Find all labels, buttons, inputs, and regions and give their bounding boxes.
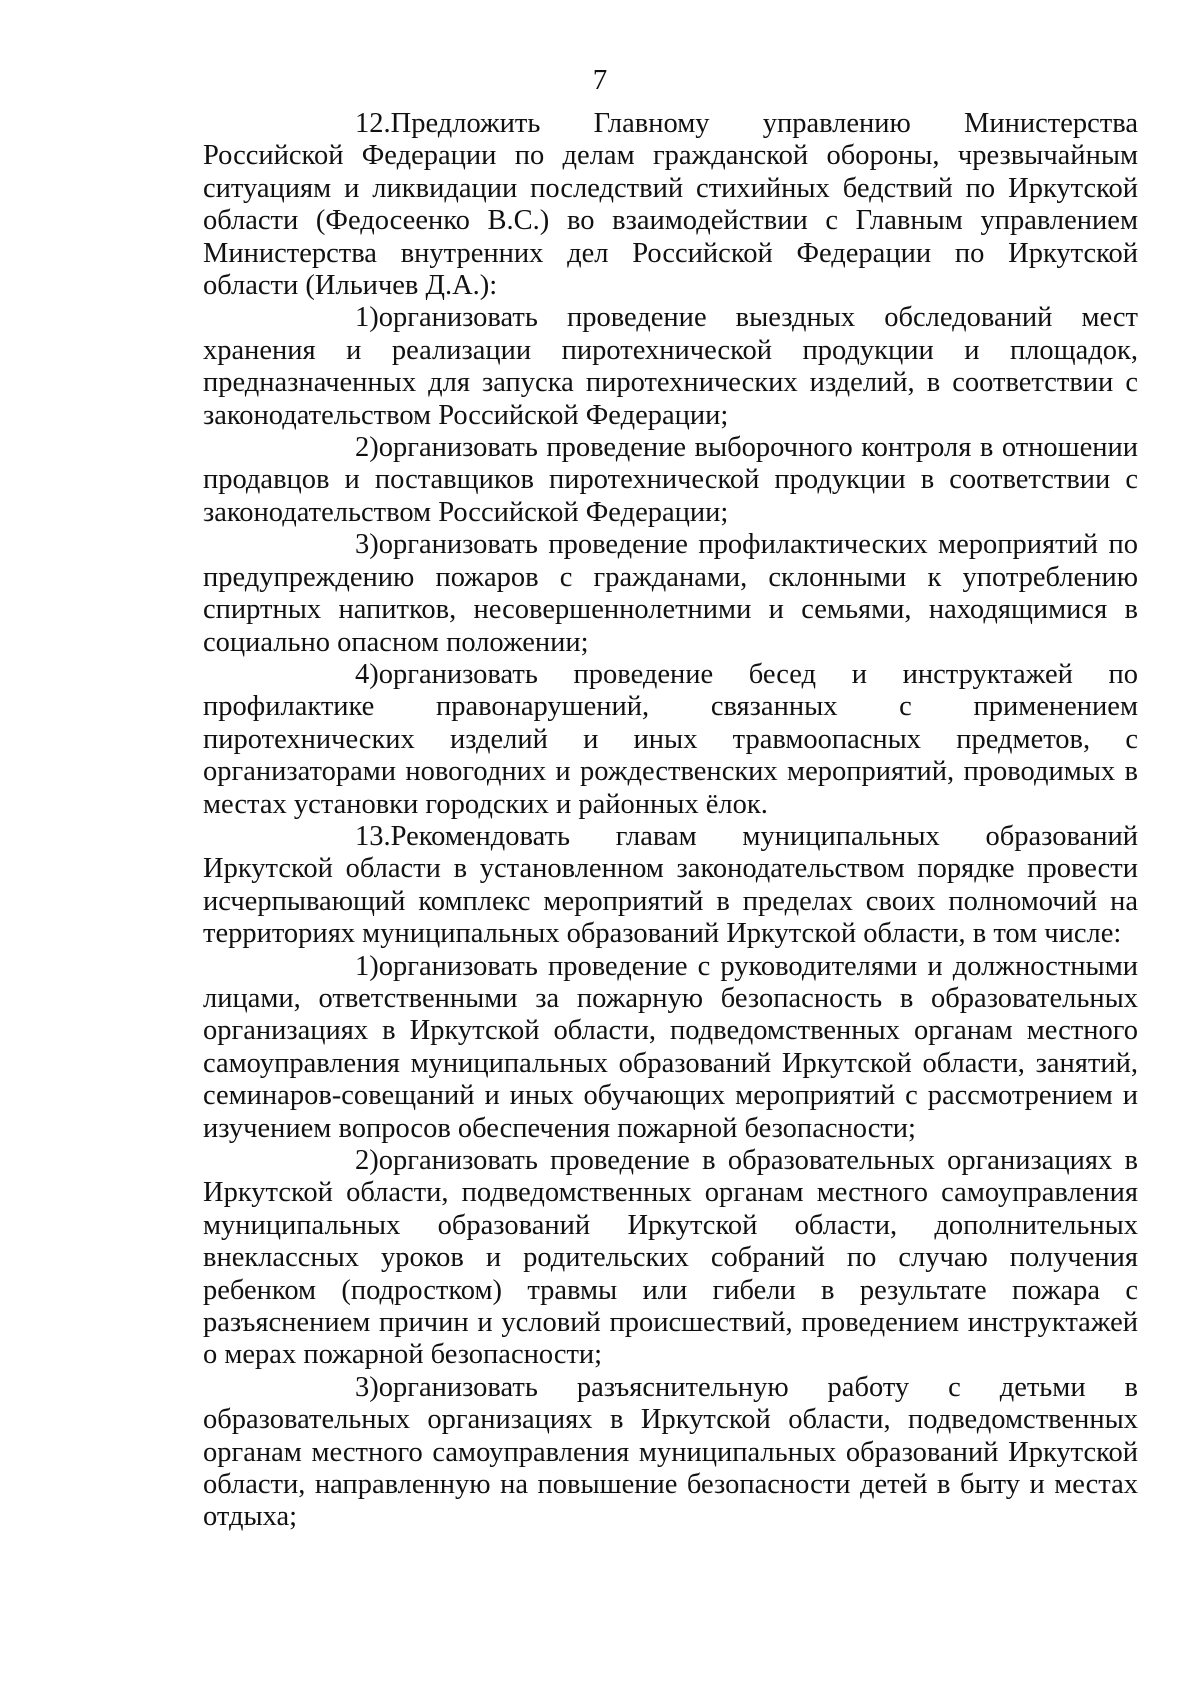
paragraph-13-3 <box>203 1372 1138 1534</box>
paragraph-text: Рекомендовать главам муниципальных образований Иркутской области в установленном законодательством порядке провести исчерпывающий комплекс мероприятий в пределах своих полномочий на территориях муниципальных образований Иркутской области, в том числе: <box>203 820 1138 950</box>
paragraph-text: организовать проведение в образовательных организациях в Иркутской области, подведомственных органам местного самоуправления муниципальных образований Иркутской области, дополнительных внеклассных уроков и родительских собраний по случаю получения ребенком (подростком) травмы или гибели в результате пожара с разъяснением причин и условий происшествий, проведением инструктажей о мерах пожарной безопасности; <box>203 1145 1138 1371</box>
paragraph-12-2 <box>203 432 1138 529</box>
item-number: 1) <box>355 950 379 982</box>
paragraph-12-3 <box>203 529 1138 659</box>
paragraph-text: организовать проведение профилактических мероприятий по предупреждению пожаров с гражданами, склонными к употреблению спиртных напитков, несовершеннолетними и семьями, находящимися в социально опасном положении; <box>203 529 1138 658</box>
paragraph-13-1 <box>203 951 1138 1145</box>
item-number: 13. <box>355 820 391 852</box>
page-number: 7 <box>592 64 608 96</box>
paragraph-text: организовать разъяснительную работу с детьми в образовательных организациях в Иркутской области, подведомственных органам местного самоуправления муниципальных образований Иркутской области, направленную на повышение безопасности детей в быту и местах отдыха; <box>203 1371 1138 1533</box>
item-number: 2) <box>355 1145 379 1176</box>
item-number: 1) <box>355 302 379 334</box>
paragraph-12-4 <box>203 659 1138 821</box>
item-number: 4) <box>355 658 379 690</box>
item-number: 3) <box>355 529 379 561</box>
paragraph-text: организовать проведение с руководителями и должностными лицами, ответственными за пожарную безопасность в образовательных организациях в Иркутской области, подведомственных органам местного самоуправления муниципальных образований Иркутской области, занятий, семинаров-совещаний и иных обучающих мероприятий с рассмотрением и изучением вопросов обеспечения пожарной безопасности; <box>203 950 1138 1144</box>
paragraph-text: Предложить Главному управлению Министерства Российской Федерации по делам гражданской обороны, чрезвычайным ситуациям и ликвидации последствий стихийных бедствий по Иркутской области (Федосеенко В.С.) во взаимодействии с Главным управлением Министерства внутренних дел Российской Федерации по Иркутской области (Ильичев Д.А.): <box>203 108 1138 302</box>
paragraph-text: организовать проведение выездных обследований мест хранения и реализации пиротехнической продукции и площадок, предназначенных для запуска пиротехнических изделий, в соответствии с законодательством Российской Федерации; <box>203 302 1138 431</box>
paragraph-12-1 <box>203 302 1138 432</box>
item-number: 3) <box>355 1371 379 1403</box>
paragraph-13-2 <box>203 1145 1138 1372</box>
paragraph-12 <box>203 108 1138 302</box>
document-body <box>203 108 1138 1534</box>
paragraph-13 <box>203 821 1138 951</box>
paragraph-text: организовать проведение выборочного контроля в отношении продавцов и поставщиков пиротехнической продукции в соответствии с законодательством Российской Федерации; <box>203 432 1138 528</box>
item-number: 12. <box>355 108 391 139</box>
paragraph-text: организовать проведение бесед и инструктажей по профилактике правонарушений, связанных с применением пиротехнических изделий и иных травмоопасных предметов, с организаторами новогодних и рождественских мероприятий, проводимых в местах установки городских и районных ёлок. <box>203 658 1138 820</box>
item-number: 2) <box>355 432 379 464</box>
